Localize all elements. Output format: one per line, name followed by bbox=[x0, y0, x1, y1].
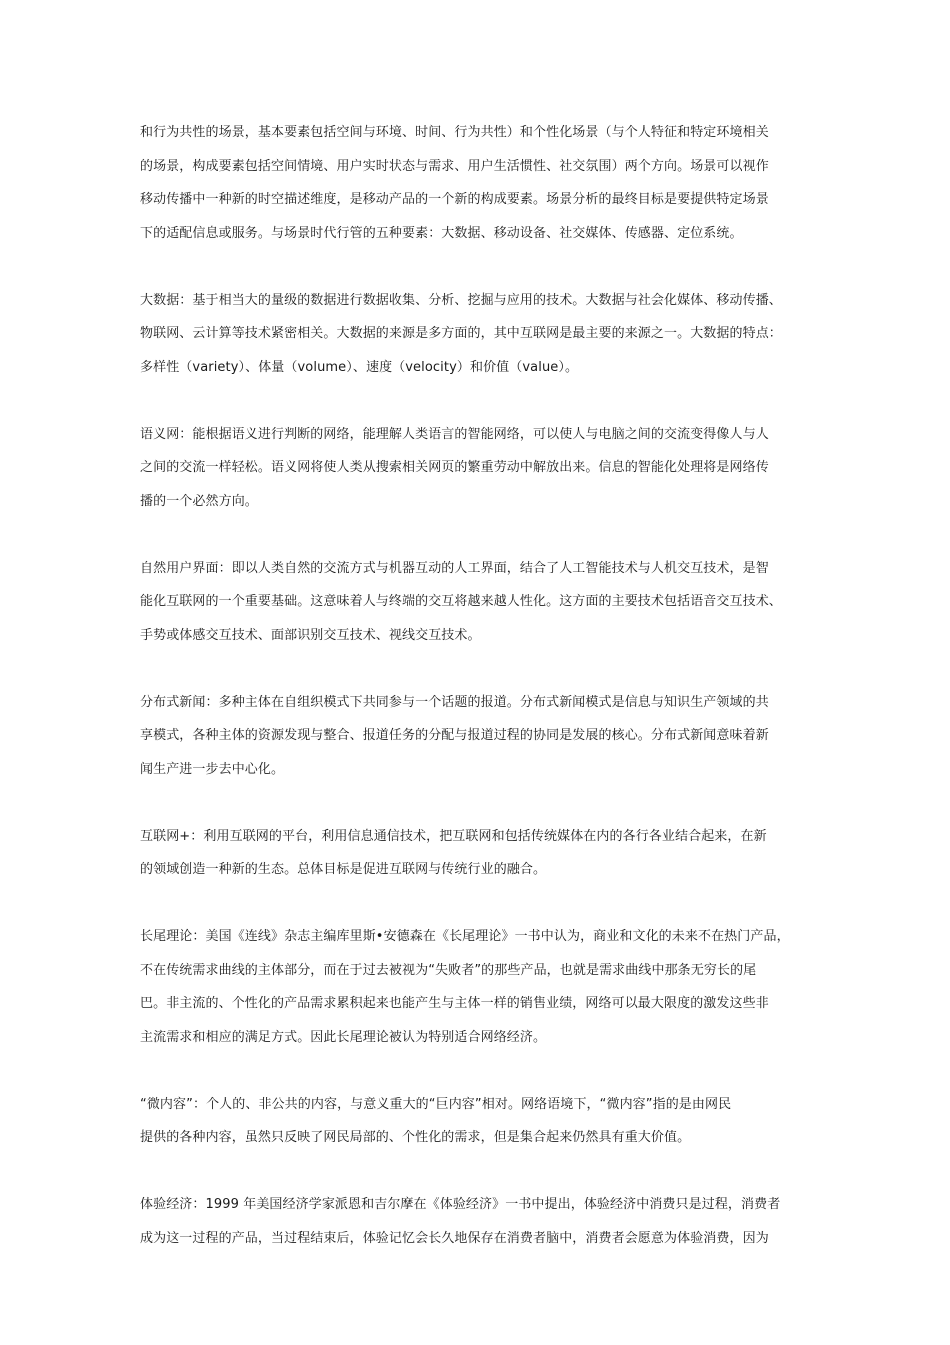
text-line: 播的一个必然方向。 bbox=[140, 493, 258, 509]
text-line: “微内容”：个人的、非公共的内容，与意义重大的“巨内容”相对。网络语境下，“微内容”指的是由网民 bbox=[140, 1096, 732, 1112]
text-line: 多样性（variety）、体量（volume）、速度（velocity）和价值（value）。 bbox=[140, 359, 579, 375]
text-line: 长尾理论：美国《连线》杂志主编库里斯•安德森在《长尾理论》一书中认为，商业和文化的未来不在热门产品， bbox=[140, 929, 790, 944]
text-line: 能化互联网的一个重要基础。这意味着人与终端的交互将越来越人性化。这方面的主要技术包括语音交互技术、 bbox=[140, 594, 782, 609]
document-body bbox=[140, 116, 830, 1289]
text-line: 大数据：基于相当大的量级的数据进行数据收集、分析、挖掘与应用的技术。大数据与社会化媒体、移动传播、 bbox=[140, 292, 782, 308]
text-line: 享模式，各种主体的资源发现与整合、报道任务的分配与报道过程的协同是发展的核心。分布式新闻意味着新 bbox=[140, 728, 769, 743]
text-line: 体验经济：1999 年美国经济学家派恩和吉尔摩在《体验经济》一书中提出，体验经济中消费只是过程，消费者 bbox=[140, 1197, 781, 1212]
text-line: 的领域创造一种新的生态。总体目标是促进互联网与传统行业的融合。 bbox=[140, 862, 547, 877]
paragraph-experience-economy bbox=[140, 1188, 830, 1255]
text-line: 自然用户界面：即以人类自然的交流方式与机器互动的人工界面，结合了人工智能技术与人机交互技术，是智 bbox=[140, 560, 769, 576]
paragraph-scene bbox=[140, 116, 830, 250]
text-line: 主流需求和相应的满足方式。因此长尾理论被认为特别适合网络经济。 bbox=[140, 1029, 547, 1045]
text-line: 之间的交流一样轻松。语义网将使人类从搜索相关网页的繁重劳动中解放出来。信息的智能化处理将是网络传 bbox=[140, 460, 769, 475]
text-line: 和行为共性的场景，基本要素包括空间与环境、时间、行为共性）和个性化场景（与个人特征和特定环境相关 bbox=[140, 125, 769, 140]
text-line: 下的适配信息或服务。与场景时代行管的五种要素：大数据、移动设备、社交媒体、传感器、定位系统。 bbox=[140, 225, 743, 241]
paragraph-big-data bbox=[140, 284, 830, 385]
text-line: 提供的各种内容，虽然只反映了网民局部的、个性化的需求，但是集合起来仍然具有重大价值。 bbox=[140, 1130, 691, 1145]
paragraph-distributed-news bbox=[140, 686, 830, 787]
text-line: 互联网+：利用互联网的平台，利用信息通信技术，把互联网和包括传统媒体在内的各行各业结合起来，在新 bbox=[140, 828, 767, 844]
paragraph-natural-ui bbox=[140, 552, 830, 653]
text-line: 分布式新闻：多种主体在自组织模式下共同参与一个话题的报道。分布式新闻模式是信息与知识生产领域的共 bbox=[140, 694, 769, 710]
text-line: 手势或体感交互技术、面部识别交互技术、视线交互技术。 bbox=[140, 627, 481, 643]
text-line: 物联网、云计算等技术紧密相关。大数据的来源是多方面的，其中互联网是最主要的来源之一。大数据的特点： bbox=[140, 326, 782, 341]
text-line: 不在传统需求曲线的主体部分，而在于过去被视为“失败者”的那些产品，也就是需求曲线中那条无穷长的尾 bbox=[140, 962, 757, 978]
text-line: 巴。非主流的、个性化的产品需求累积起来也能产生与主体一样的销售业绩，网络可以最大限度的激发这些非 bbox=[140, 996, 769, 1011]
text-line: 闻生产进一步去中心化。 bbox=[140, 761, 285, 777]
text-line: 语义网：能根据语义进行判断的网络，能理解人类语言的智能网络，可以使人与电脑之间的交流变得像人与人 bbox=[140, 426, 769, 442]
paragraph-long-tail bbox=[140, 920, 830, 1054]
text-line: 成为这一过程的产品，当过程结束后，体验记忆会长久地保存在消费者脑中，消费者会愿意为体验消费，因为 bbox=[140, 1230, 769, 1246]
text-line: 移动传播中一种新的时空描述维度，是移动产品的一个新的构成要素。场景分析的最终目标是要提供特定场景 bbox=[140, 192, 769, 207]
paragraph-micro-content bbox=[140, 1088, 830, 1155]
paragraph-semantic-web bbox=[140, 418, 830, 519]
text-line: 的场景，构成要素包括空间情境、用户实时状态与需求、用户生活惯性、社交氛围）两个方向。场景可以视作 bbox=[140, 158, 769, 174]
paragraph-internet-plus bbox=[140, 820, 830, 887]
